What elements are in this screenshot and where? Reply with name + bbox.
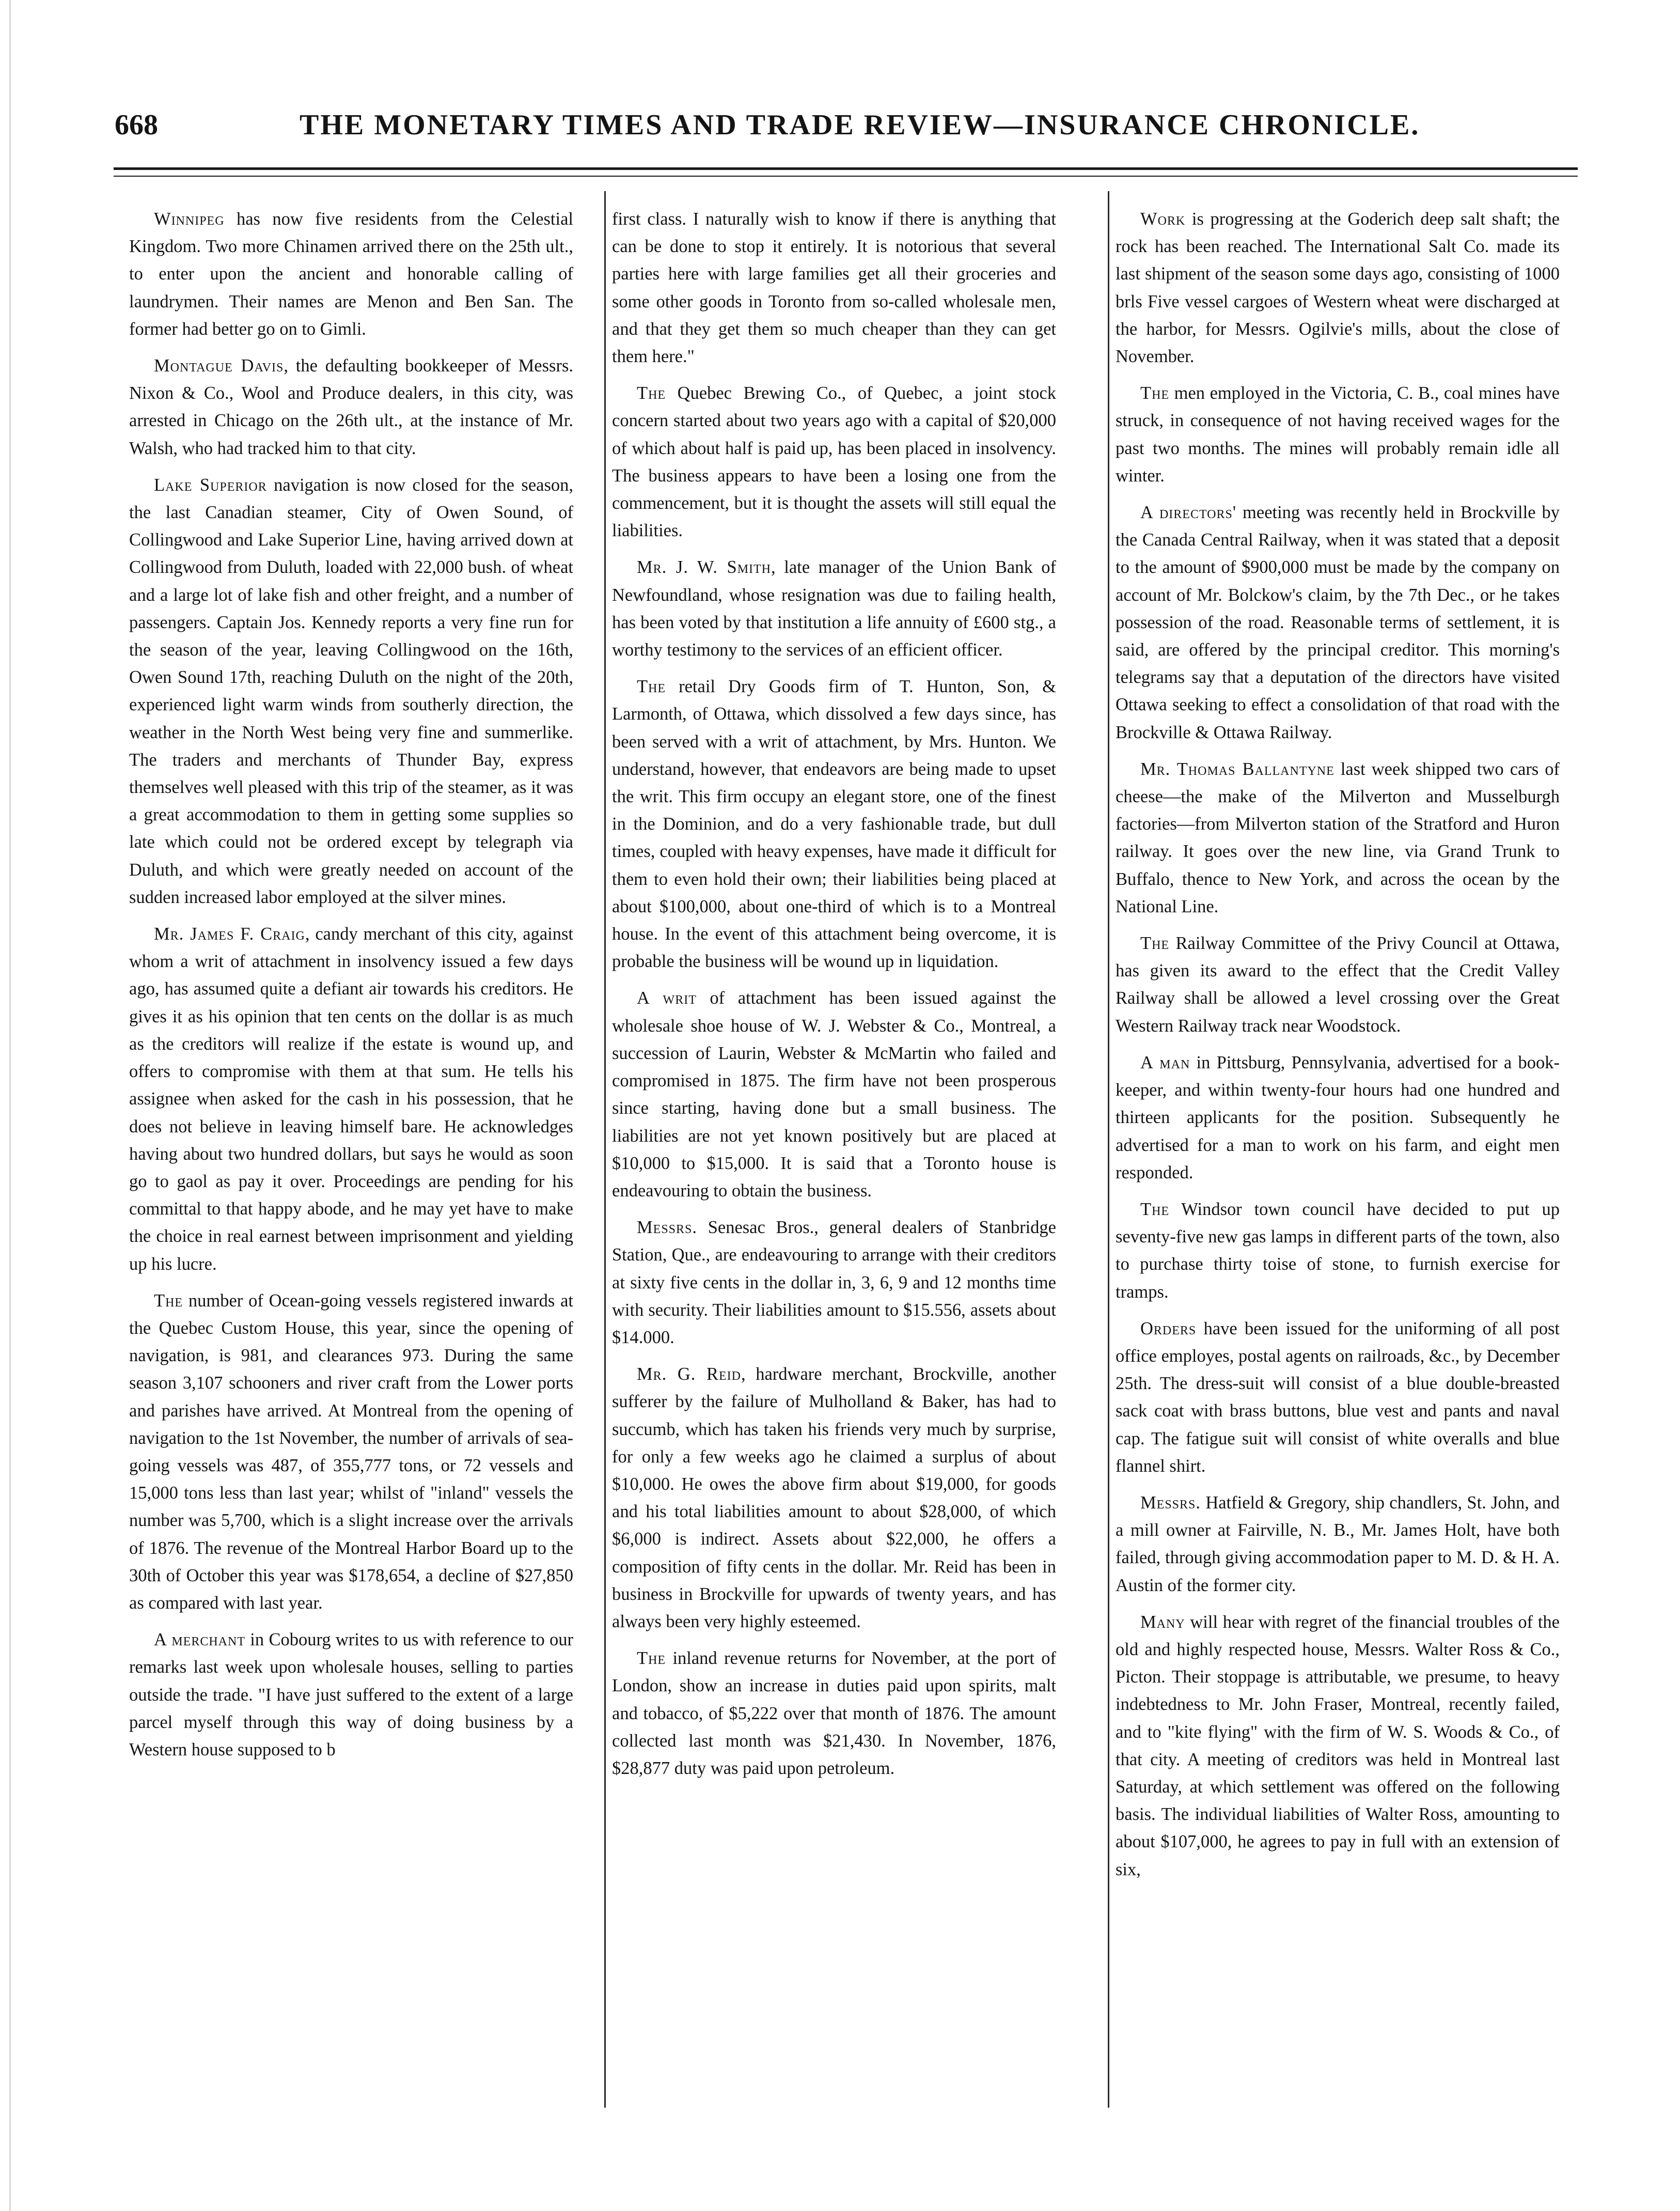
page-number: 668 [115, 109, 158, 141]
news-item [612, 1214, 1056, 1351]
news-item-lead: Messrs. [637, 1218, 698, 1238]
news-item [612, 1645, 1056, 1782]
news-item-lead: The [637, 677, 666, 697]
news-item-text: , hardware merchant, Brockville, another sufferer by the failure of Mulholland & Baker, has had to succumb, which has taken his friends very much by surprise, for only a few weeks ago he claimed a surplus of about $10,000. He owes the above firm about $19,000, for goods and his total liabilities amount to about $28,000, of which $6,000 is indirect. Assets about $22,000, he offers a composition of fifty cents in the dollar. Mr. Reid has been in business in Brockville for upwards of twenty years, and has always been very highly esteemed. [612, 1364, 1056, 1631]
news-item-text: is progressing at the Goderich deep salt shaft; the rock has been reached. The International Salt Co. made its last shipment of the season some days ago, consisting of 1000 brls Five vessel cargoes of Western wheat were discharged at the harbor, for Messrs. Ogilvie's mills, about the close of November. [1116, 209, 1560, 367]
news-item-text: last week shipped two cars of cheese—the make of the Milverton and Musselburgh factories—from Milverton station of the Stratford and Huron railway. It goes over the new line, via Grand Trunk to Buffalo, thence to New York, and across the ocean by the National Line. [1116, 759, 1560, 916]
news-item-lead: The [637, 1648, 666, 1669]
news-item [129, 472, 573, 911]
news-item [1116, 1609, 1560, 1883]
news-item-text: inland revenue returns for November, at the port of London, show an increase in duties paid upon spirits, malt and tobacco, of $5,222 over that month of 1876. The amount collected last month was $21,430. In November, 1876, $28,877 duty was paid upon petroleum. [612, 1648, 1056, 1778]
news-item-text: of attachment has been issued against the wholesale shoe house of W. J. Webster & Co., Montreal, a succession of Laurin, Webster & McMartin who failed and compromised in 1875. The firm have not been prosperous since starting, having done but a small business. The liabilities are not yet known positively but are placed at $10,000 to $15,000. It is said that a Toronto house is endeavouring to obtain the business. [612, 988, 1056, 1201]
news-item-lead: The [1140, 1199, 1170, 1219]
news-item-lead: Mr. J. W. Smith [637, 557, 772, 578]
news-item [129, 206, 573, 343]
news-item [612, 1361, 1056, 1636]
news-item [1116, 930, 1560, 1040]
news-item [129, 921, 573, 1278]
news-item-lead: Messrs. [1140, 1492, 1201, 1513]
news-item-text: in Cobourg writes to us with reference to our remarks last week upon wholesale houses, selling to parties outside the trade. "I have just suffered to the extent of a large parcel myself through this way of doing business by a Western house supposed to b [129, 1630, 573, 1760]
news-item [1116, 1196, 1560, 1306]
news-item-text: Railway Committee of the Privy Council at Ottawa, has given its award to the effect that the Credit Valley Railway shall be allowed a level crossing over the Great Western Railway track near Woodstock. [1116, 933, 1560, 1036]
news-item [129, 1626, 573, 1764]
news-item-text: , late manager of the Union Bank of Newfoundland, whose resignation was due to failing health, has been voted by that institution a life annuity of £600 stg., a worthy testimony to the services of an efficient officer. [612, 557, 1056, 660]
news-item [1116, 756, 1560, 921]
news-item [1116, 380, 1560, 490]
news-item [612, 206, 1056, 370]
news-item-lead: The [1140, 383, 1170, 403]
news-item-text: will hear with regret of the financial troubles of the old and highly respected house, Messrs. Walter Ross & Co., Picton. Their stoppage is attributable, we presume, to heavy indebtedness to Mr. John Fraser, Montreal, recently failed, and to "kite flying" with the firm of W. S. Woods & Co., of that city. A meeting of creditors was held in Montreal last Saturday, at which settlement was offered on the following basis. The individual liabilities of Walter Ross, amounting to about $107,000, he agrees to pay in full with an extension of six, [1116, 1612, 1560, 1879]
news-item [1116, 499, 1560, 746]
news-item-text: have been issued for the uniforming of all post office employes, postal agents on railroads, &c., by December 25th. The dress-suit will consist of a blue double-breasted sack coat with brass buttons, blue vest and pants and naval cap. The fatigue suit will consist of white overalls and blue flannel shirt. [1116, 1318, 1560, 1476]
article-column-2 [612, 206, 1056, 2138]
news-item-lead: Mr. Thomas Ballantyne [1140, 759, 1334, 779]
news-item-text: , the defaulting bookkeeper of Messrs. Nixon & Co., Wool and Produce dealers, in this city, was arrested in Chicago on the 26th ult., at the instance of Mr. Walsh, who had tracked him to that city. [129, 356, 573, 458]
news-item [612, 380, 1056, 544]
news-item-lead: Lake Superior [154, 475, 267, 495]
scan-edge-line [9, 0, 11, 2211]
article-column-1 [129, 206, 573, 2138]
news-item [612, 554, 1056, 664]
column-divider-1 [604, 191, 606, 2108]
news-item-lead: The [637, 383, 666, 403]
news-item-text: first class. I naturally wish to know if there is anything that can be done to stop it entirely. It is notorious that several parties here with large families get all their groceries and some other goods in Toronto from so-called wholesale men, and that they get them so much cheaper than they can get them here." [612, 209, 1056, 367]
news-item-text: retail Dry Goods firm of T. Hunton, Son, & Larmonth, of Ottawa, which dissolved a few days since, has been served with a writ of attachment, by Mrs. Hunton. We understand, however, that endeavors are being made to upset the writ. This firm occupy an elegant store, one of the finest in the Dominion, and do a very fashionable trade, but dull times, coupled with heavy expenses, have made it difficult for them to even hold their own; their liabilities being placed at about $100,000, about one-third of which is to a Montreal house. In the event of this attachment being overcome, it is probable the business will be wound up in liquidation. [612, 677, 1056, 972]
news-item-text: Quebec Brewing Co., of Quebec, a joint stock concern started about two years ago with a capital of $20,000 of which about half is paid up, has been placed in insolvency. The business appears to have been a losing one from the commencement, but it is thought the assets will still equal the liabilities. [612, 383, 1056, 541]
news-item [1116, 1049, 1560, 1187]
news-item [1116, 1315, 1560, 1480]
news-item-text: men employed in the Victoria, C. B., coal mines have struck, in consequence of not having received wages for the past two months. The mines will probably remain idle all winter. [1116, 383, 1560, 486]
news-item-text: Hatfield & Gregory, ship chandlers, St. John, and a mill owner at Fairville, N. B., Mr. James Holt, have both failed, through giving accommodation paper to M. D. & H. A. Austin of the former city. [1116, 1492, 1560, 1595]
news-item-lead: A directors' [1140, 503, 1237, 523]
news-item [129, 1287, 573, 1617]
article-column-3 [1116, 206, 1560, 2138]
news-item-lead: The [154, 1290, 183, 1311]
news-item-text: , candy merchant of this city, against whom a writ of attachment in insolvency issued a few days ago, has assumed quite a defiant air towards his creditors. He gives it as his opinion that ten cents on the dollar is as much as the creditors will realize if the estate is wound up, and offers to compromise with them at that sum. He tells his assignee when asked for the cash in his possession, that he does not believe in leaving himself bare. He acknowledges having about two hundred dollars, but says he would as soon go to gaol as pay it over. Proceedings are pending for his committal to that happy abode, and he may yet have to make the choice in real earnest between imprisonment and yielding up his lucre. [129, 924, 573, 1274]
news-item-text: Senesac Bros., general dealers of Stanbridge Station, Que., are endeavouring to arrange with their creditors at sixty five cents in the dollar in, 3, 6, 9 and 12 months time with security. Their liabilities amount to $15.556, assets about $14.000. [612, 1218, 1056, 1347]
news-item-text: Windsor town council have decided to put up seventy-five new gas lamps in different parts of the town, also to purchase thirty toise of stone, to furnish exercise for tramps. [1116, 1199, 1560, 1302]
news-item-lead: Mr. James F. Craig [154, 924, 305, 944]
news-item [1116, 1489, 1560, 1599]
news-item [612, 985, 1056, 1205]
news-item [129, 352, 573, 462]
news-item-lead: A writ [637, 988, 697, 1008]
news-item-text: number of Ocean-going vessels registered inwards at the Quebec Custom House, this year, since the opening of navigation, is 981, and clearances 973. During the same season 3,107 schooners and river craft from the Lower ports and parishes have arrived. At Montreal from the opening of navigation to the 1st November, the number of arrivals of sea-going vessels was 487, of 355,777 tons, or 72 vessels and 15,000 tons less than last year; whilst of "inland" vessels the number was 5,700, which is a slight increase over the arrivals of 1876. The revenue of the Montreal Harbor Board up to the 30th of October this year was $178,654, a decline of $27,850 as compared with last year. [129, 1290, 573, 1613]
news-item-lead: A man [1140, 1052, 1190, 1072]
news-item-lead: Mr. G. Reid [637, 1364, 742, 1384]
header-rule-thin [114, 176, 1578, 177]
news-item [1116, 206, 1560, 370]
news-item-lead: Many [1140, 1612, 1185, 1632]
column-divider-2 [1108, 191, 1109, 2108]
news-item-text: has now five residents from the Celestial Kingdom. Two more Chinamen arrived there on the 25th ult., to enter upon the ancient and honorable calling of laundrymen. Their names are Menon and Ben San. The former had better go on to Gimli. [129, 209, 573, 339]
news-item-text: meeting was recently held in Brockville by the Canada Central Railway, when it was stated that a deposit to the amount of $900,000 must be made by the company on account of Mr. Bolckow's claim, by the 7th Dec., or he takes possession of the road. Reasonable terms of settlement, it is said, are offered by the principal creditor. This morning's telegrams say that a deputation of the directors have visited Ottawa seeking to effect a consolidation of that road with the Brockville & Ottawa Railway. [1116, 503, 1560, 742]
news-item-lead: Work [1140, 209, 1186, 229]
header-rule-thick [114, 167, 1578, 170]
news-item-lead: Orders [1140, 1318, 1197, 1338]
news-item-lead: Winnipeg [154, 209, 225, 229]
running-title: THE MONETARY TIMES AND TRADE REVIEW—INSURANCE CHRONICLE. [300, 109, 1420, 141]
news-item-text: navigation is now closed for the season, the last Canadian steamer, City of Owen Sound, of Collingwood and Lake Superior Line, having arrived down at Collingwood from Duluth, loaded with 22,000 bush. of wheat and a large lot of lake fish and other freight, and a number of passengers. Captain Jos. Kennedy reports a very fine run for the season of the year, leaving Collingwood on the 16th, Owen Sound 17th, reaching Duluth on the night of the 20th, experienced light warm winds from southerly direction, the weather in the North West being very fine and summerlike. The traders and merchants of Thunder Bay, express themselves well pleased with this trip of the steamer, as it was a great accommodation to them in getting some supplies so late which could not be ordered except by telegraph via Duluth, and which were greatly needed on account of the sudden increased labor employed at the silver mines. [129, 475, 573, 907]
news-item-lead: Montague Davis [154, 356, 284, 376]
news-item-lead: The [1140, 933, 1170, 954]
news-item-text: in Pittsburg, Pennsylvania, advertised for a book-keeper, and within twenty-four hours had one hundred and thirteen applicants for the position. Subsequently he advertised for a man to work on his farm, and eight men responded. [1116, 1052, 1560, 1182]
news-item [612, 673, 1056, 975]
news-item-lead: A merchant [154, 1630, 245, 1650]
